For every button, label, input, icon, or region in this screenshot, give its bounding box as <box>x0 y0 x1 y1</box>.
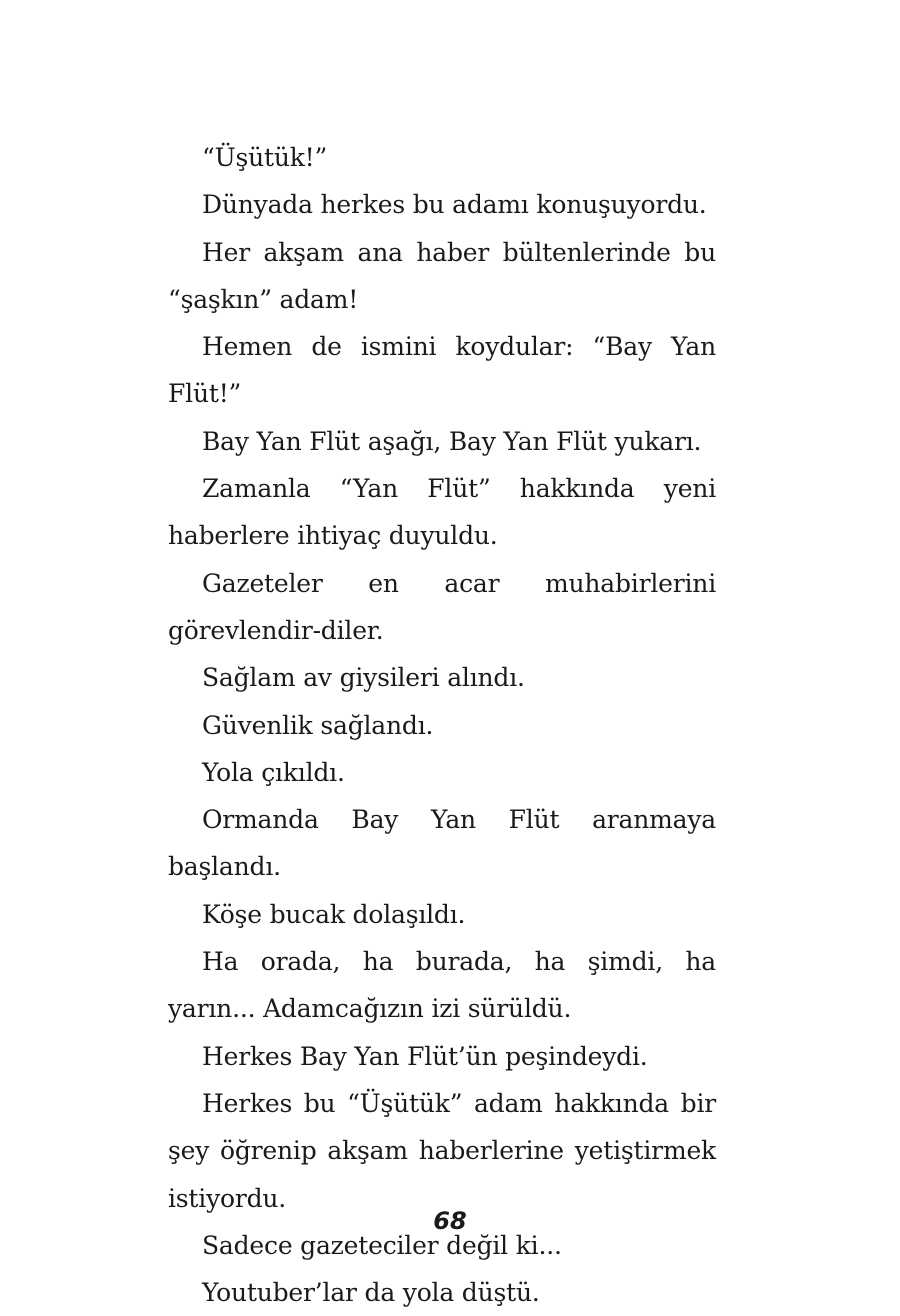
paragraph: “Üşütük!” <box>202 143 328 172</box>
paragraph: Zamanla “Yan Flüt” hakkında yeni haberlere ihtiyaç duyuldu. <box>168 474 716 551</box>
paragraph: Köşe bucak dolaşıldı. <box>202 899 466 929</box>
paragraph: Güvenlik sağlandı. <box>202 710 434 740</box>
paragraph: Youtuber’lar da yola düştü. <box>202 1278 540 1308</box>
paragraph: Gazeteler en acar muhabirlerini görevlendir-diler. <box>168 568 716 645</box>
paragraph: Sağlam av giysileri alındı. <box>202 663 525 693</box>
paragraph: Sadece gazeteciler değil ki... <box>202 1230 562 1260</box>
paragraph: Ormanda Bay Yan Flüt aranmaya başlandı. <box>168 805 716 882</box>
paragraph: Hemen de ismini koydular: “Bay Yan Flüt!” <box>168 332 716 409</box>
paragraph: Herkes Bay Yan Flüt’ün peşindeydi. <box>202 1041 648 1071</box>
paragraph: Herkes bu “Üşütük” adam hakkında bir şey öğrenip akşam haberlerine yetiştirmek istiyordu. <box>168 1088 716 1213</box>
paragraph: Dünyada herkes bu adamı konuşuyordu. <box>202 190 707 220</box>
paragraph: Her akşam ana haber bültenlerinde bu “şaşkın” adam! <box>168 237 716 314</box>
paragraph: Yola çıkıldı. <box>202 757 345 787</box>
body-text <box>168 134 716 1316</box>
paragraph: Ha orada, ha burada, ha şimdi, ha yarın... Adamcağızın izi sürüldü. <box>168 947 716 1024</box>
paragraph: Bay Yan Flüt aşağı, Bay Yan Flüt yukarı. <box>202 426 702 456</box>
page-number: 68 <box>433 1207 467 1235</box>
